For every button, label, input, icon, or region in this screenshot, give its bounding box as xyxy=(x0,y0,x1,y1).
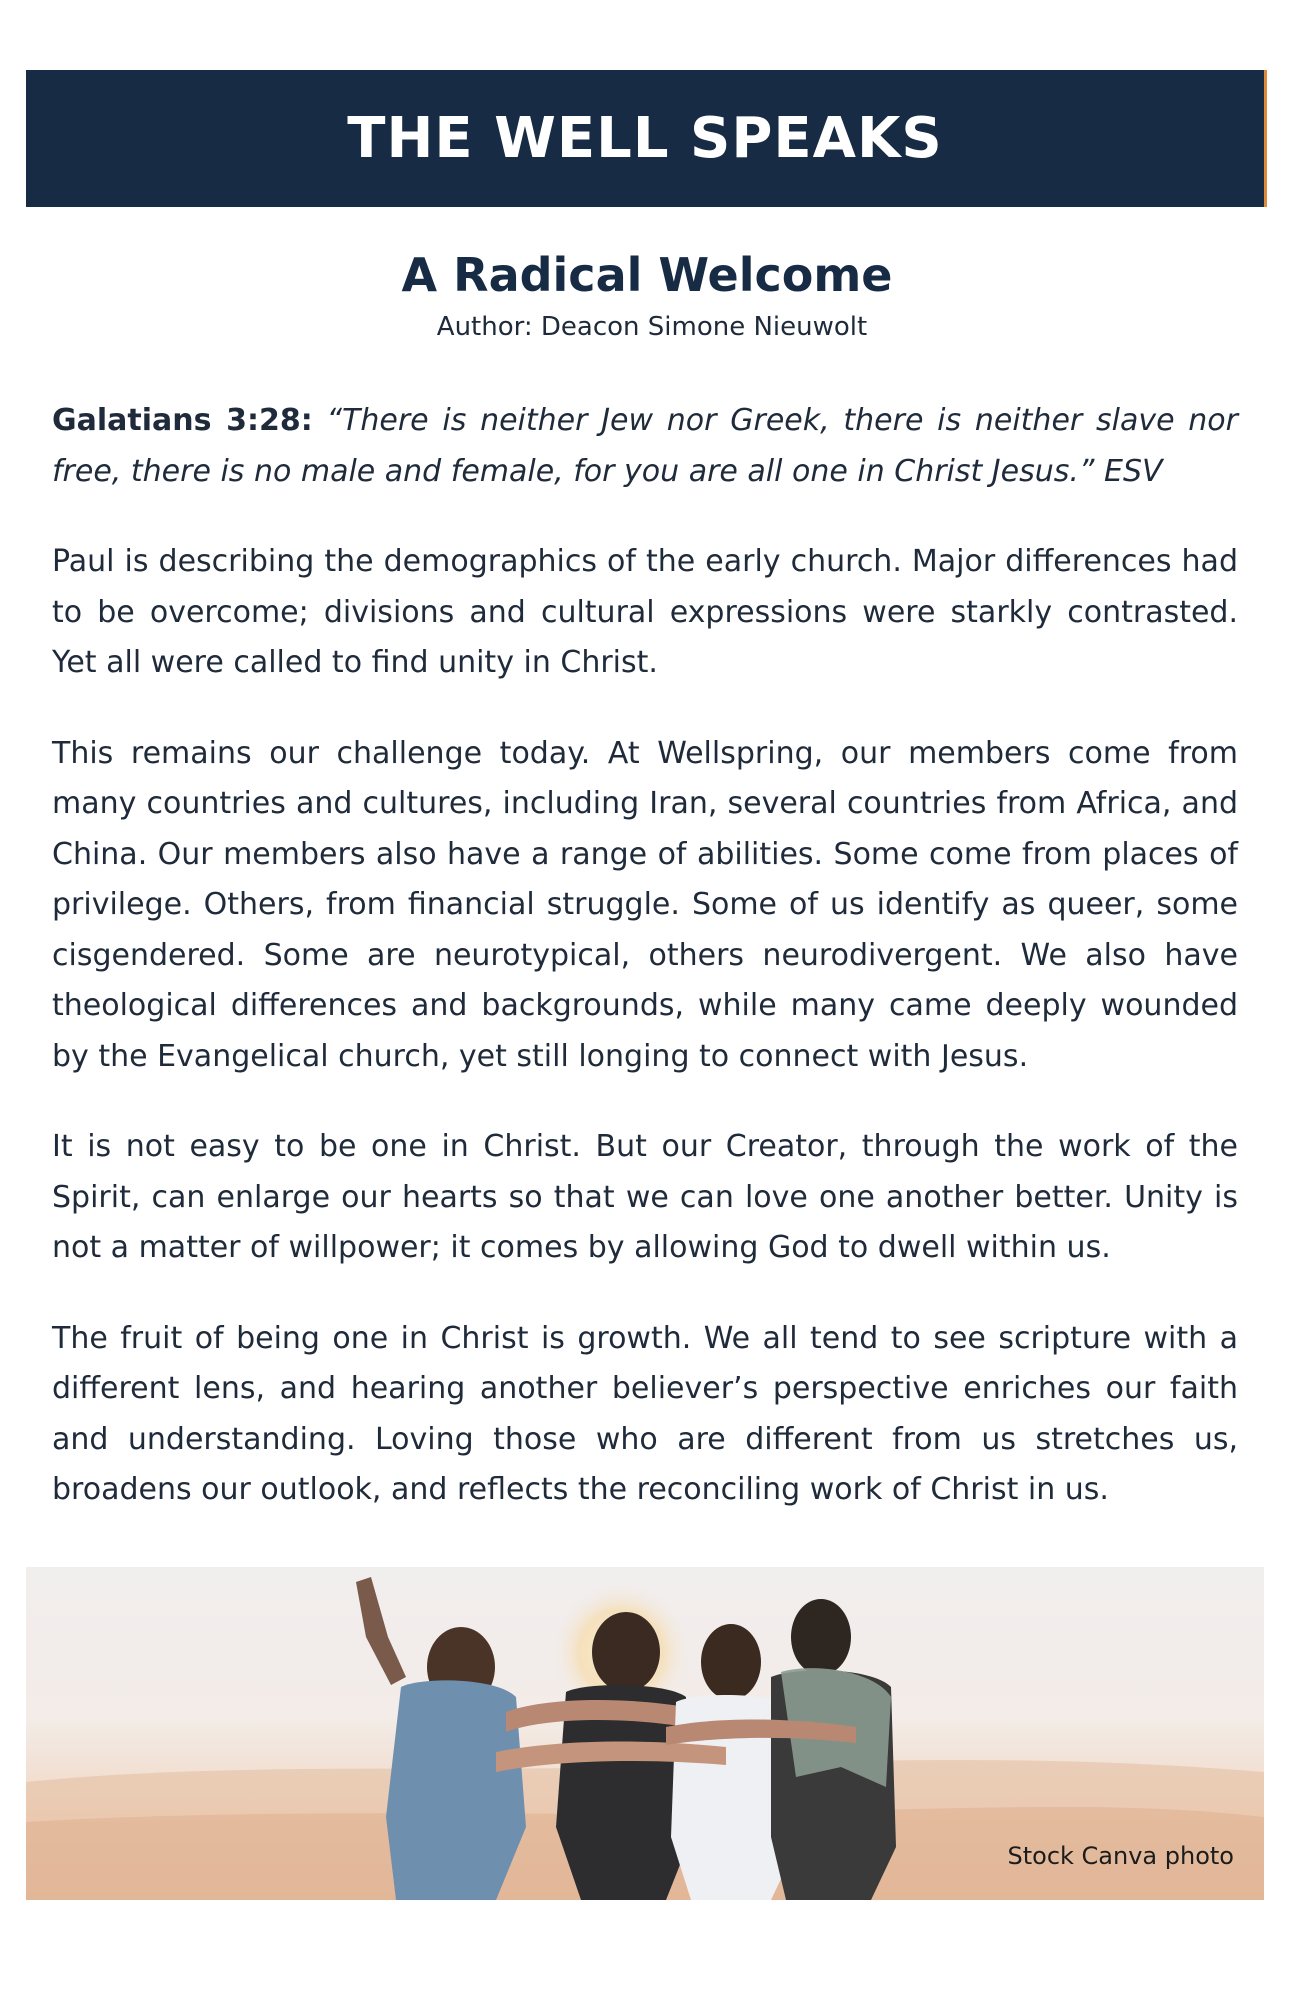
verse-quote: “There is neither Jew nor Greek, there is neither slave nor free, there is no male and female, for you are all one in Christ Jesus.” ESV xyxy=(52,403,1238,489)
scripture-verse xyxy=(52,396,1238,497)
newsletter-banner xyxy=(26,70,1267,207)
article-author: Author: Deacon Simone Nieuwolt xyxy=(436,312,868,342)
paragraph-1: Paul is describing the demographics of the early church. Major differences had to be overcome; divisions and cultural expressions were starkly contrasted. Yet all were called to find unity in Christ. xyxy=(52,544,1238,680)
photo-caption: Stock Canva photo xyxy=(1007,1842,1234,1870)
article-body xyxy=(52,396,1238,1556)
article-title: A Radical Welcome xyxy=(401,248,893,302)
verse-reference: Galatians 3:28: xyxy=(52,403,313,438)
paragraph-3: It is not easy to be one in Christ. But our Creator, through the work of the Spirit, can enlarge our hearts so that we can love one another better. Unity is not a matter of willpower; it comes by allowing God to dwell within us. xyxy=(52,1129,1238,1265)
paragraph-2: This remains our challenge today. At Wellspring, our members come from many countries and cultures, including Iran, several countries from Africa, and China. Our members also have a range of abilities. Some come from places of privilege. Others, from financial struggle. Some of us identify as queer, some cisgendered. Some are neurotypical, others neurodivergent. We also have theological differences and backgrounds, while many came deeply wounded by the Evangelical church, yet still longing to connect with Jesus. xyxy=(52,735,1238,1074)
banner-title: THE WELL SPEAKS xyxy=(347,106,943,171)
friends-hugging-photo xyxy=(26,1567,1264,1900)
paragraph-4: The fruit of being one in Christ is growth. We all tend to see scripture with a different lens, and hearing another believer’s perspective enriches our faith and understanding. Loving those who are different from us stretches us, broadens our outlook, and reflects the reconciling work of Christ in us. xyxy=(52,1320,1238,1507)
